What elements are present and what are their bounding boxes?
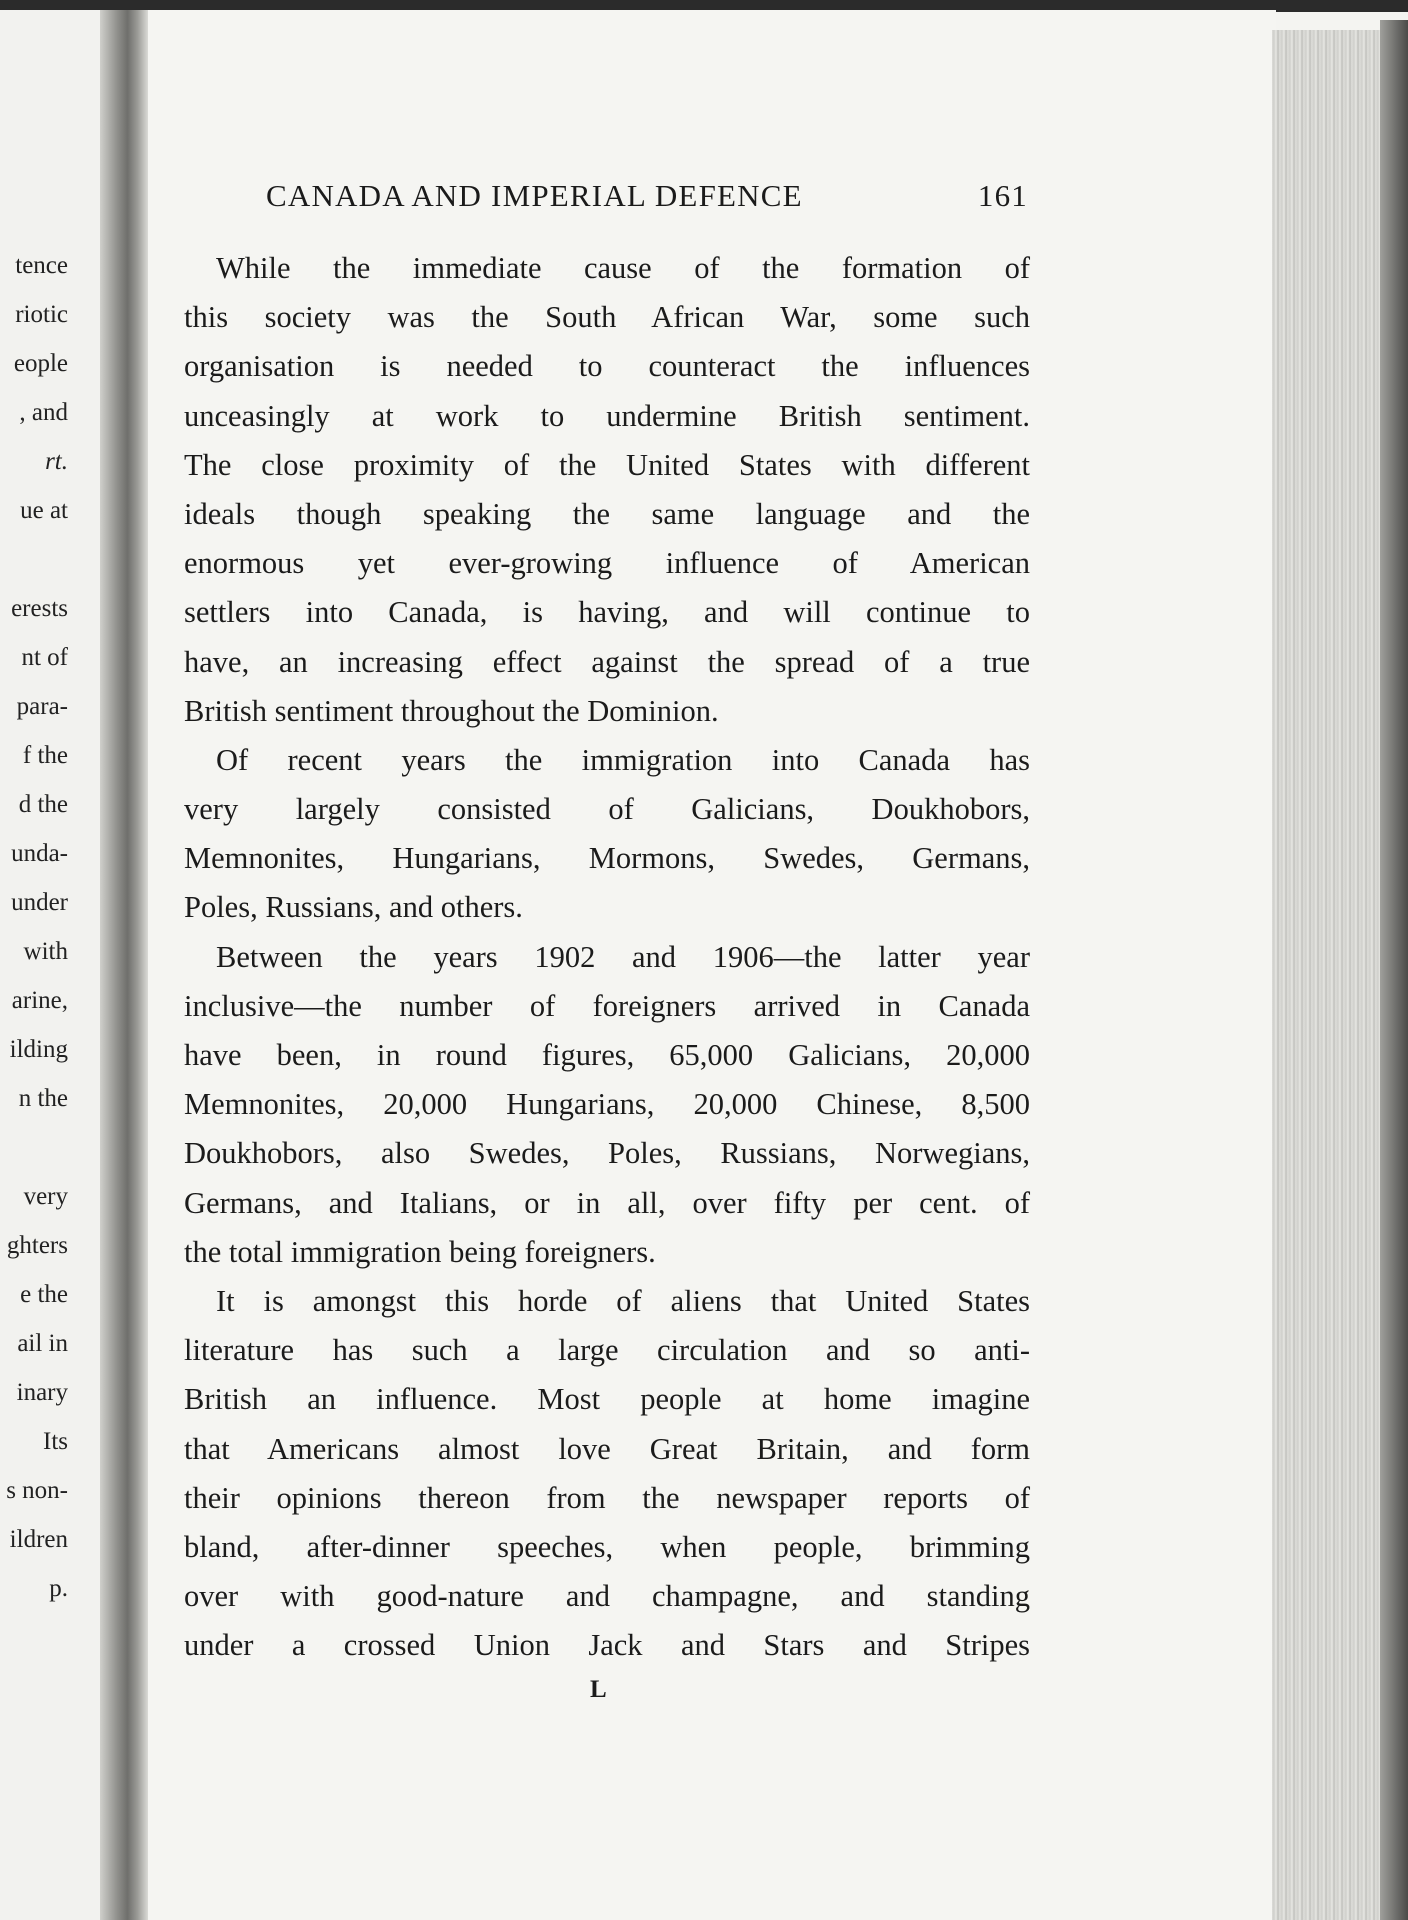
text-line: bland, after-dinner speeches, when people, brimming <box>184 1529 1030 1564</box>
left-page-line: ilding <box>9 1036 68 1063</box>
left-page-line: ildren <box>9 1526 68 1553</box>
text-line: Germans, and Italians, or in all, over fifty per cent. of <box>184 1185 1030 1220</box>
text-line: Memnonites, 20,000 Hungarians, 20,000 Chinese, 8,500 <box>184 1087 1030 1122</box>
page-edge-shadow <box>1380 20 1408 1920</box>
left-page-line: nt of <box>21 644 68 671</box>
page-number: 161 <box>977 178 1028 213</box>
left-page-line: ail in <box>17 1330 68 1357</box>
left-page-line: ghters <box>6 1232 68 1259</box>
body-text <box>184 244 1030 1670</box>
left-page-line: rt. <box>45 448 68 475</box>
left-page-line: eople <box>13 350 68 377</box>
text-line: under a crossed Union Jack and Stars and Stripes <box>184 1628 1030 1663</box>
left-page-line: , and <box>19 399 68 426</box>
left-page-line: n the <box>18 1085 68 1112</box>
book-gutter-shadow <box>100 10 150 1920</box>
text-line: their opinions thereon from the newspaper reports of <box>184 1480 1030 1515</box>
left-page-line: riotic <box>15 301 68 328</box>
left-page-line: p. <box>49 1575 68 1602</box>
left-page-line: para- <box>16 693 68 720</box>
left-page-line: erests <box>11 595 68 622</box>
text-line: Between the years 1902 and 1906—the latter year <box>216 939 1030 974</box>
text-line: Poles, Russians, and others. <box>184 890 523 925</box>
text-line: settlers into Canada, is having, and will continue to <box>184 595 1030 630</box>
left-page-line: s non- <box>6 1477 68 1504</box>
left-page-line: d the <box>18 791 68 818</box>
left-page-line: Its <box>43 1428 68 1455</box>
text-line: While the immediate cause of the formation of <box>216 251 1030 285</box>
text-line: very largely consisted of Galicians, Doukhobors, <box>184 792 1030 827</box>
text-line: that Americans almost love Great Britain, and form <box>184 1431 1030 1466</box>
text-line: inclusive—the number of foreigners arrived in Canada <box>184 988 1030 1023</box>
text-line: this society was the South African War, some such <box>184 300 1030 335</box>
left-page-line: arine, <box>11 987 68 1014</box>
left-page-line: e the <box>20 1281 68 1308</box>
text-line: Memnonites, Hungarians, Mormons, Swedes, Germans, <box>184 841 1030 876</box>
text-line: Of recent years the immigration into Canada has <box>216 742 1030 777</box>
text-line: have been, in round figures, 65,000 Galicians, 20,000 <box>184 1038 1030 1072</box>
text-line: literature has such a large circulation and so anti- <box>184 1333 1030 1368</box>
left-page-line: unda- <box>11 840 68 867</box>
left-page-line: very <box>23 1183 68 1210</box>
text-line: unceasingly at work to undermine British sentiment. <box>184 398 1030 433</box>
text-line: the total immigration being foreigners. <box>184 1234 656 1269</box>
left-page-line: ue at <box>20 497 68 524</box>
left-page-line: with <box>23 938 68 965</box>
left-page-line: under <box>11 889 68 916</box>
text-line: organisation is needed to counteract the influences <box>184 349 1030 384</box>
left-facing-page <box>0 10 110 1920</box>
running-title: CANADA AND IMPERIAL DEFENCE <box>266 178 803 213</box>
text-line: have, an increasing effect against the spread of a true <box>184 644 1030 679</box>
text-line: Doukhobors, also Swedes, Poles, Russians, Norwegians, <box>184 1136 1030 1171</box>
text-line: British sentiment throughout the Dominion. <box>184 693 719 728</box>
text-line: It is amongst this horde of aliens that United States <box>216 1283 1030 1318</box>
signature-mark: L <box>590 1676 608 1703</box>
left-page-line: f the <box>22 742 68 769</box>
left-page-line: inary <box>16 1379 68 1406</box>
text-line: over with good-nature and champagne, and standing <box>184 1579 1030 1614</box>
left-page-line: tence <box>15 252 68 279</box>
text-line: The close proximity of the United States with different <box>184 447 1030 482</box>
text-line: ideals though speaking the same language and the <box>184 496 1030 531</box>
text-line: enormous yet ever-growing influence of American <box>184 546 1030 581</box>
text-line: British an influence. Most people at home imagine <box>184 1382 1030 1417</box>
